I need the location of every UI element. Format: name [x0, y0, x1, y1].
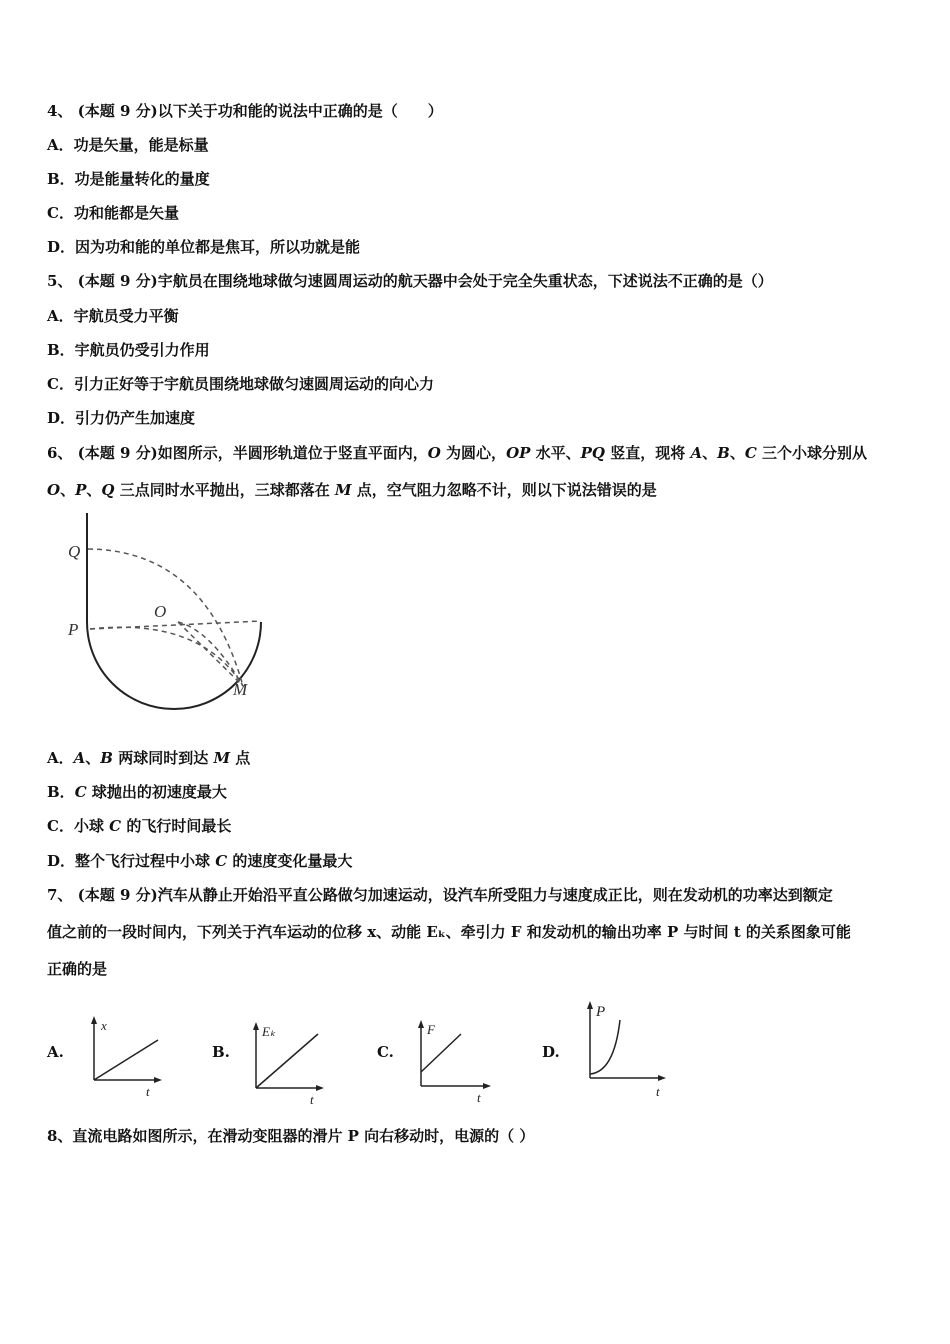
graph-a-xlabel: t: [146, 1084, 150, 1099]
q7-graph-c: [405, 1016, 495, 1106]
trajectory-from-p: [90, 627, 243, 686]
label-o: O: [154, 602, 167, 621]
q7-graph-a: [78, 1012, 168, 1102]
q5-option-d: D．引力仍产生加速度: [47, 409, 196, 427]
graph-a-curve: [94, 1040, 158, 1080]
q7-graph-a-label: A.: [47, 1043, 64, 1061]
graph-d-xlabel: t: [656, 1084, 660, 1099]
q6-option-c: C．小球 C 的飞行时间最长: [47, 817, 232, 835]
label-q: Q: [68, 542, 81, 561]
graph-b-xlabel: t: [310, 1092, 314, 1107]
q5-option-c: C．引力正好等于宇航员围绕地球做匀速圆周运动的向心力: [47, 375, 434, 393]
q7-stem-line1: 7、 (本题 9 分)汽车从静止开始沿平直公路做匀加速运动，设汽车所受阻力与速度成正比，则在发动机的功率达到额定: [47, 886, 833, 904]
graph-b-ylabel: Eₖ: [262, 1024, 276, 1039]
q5-stem: 5、 (本题 9 分)宇航员在围绕地球做匀速圆周运动的航天器中会处于完全失重状态，下述说法不正确的是（）: [47, 272, 773, 290]
graph-d-ylabel: P: [596, 1004, 606, 1020]
q4-stem: 4、 (本题 9 分)以下关于功和能的说法中正确的是（ ）: [47, 102, 443, 120]
q7-stem-line3: 正确的是: [47, 960, 108, 978]
q7-graph-d: [574, 996, 674, 1104]
graph-d-curve: [590, 1020, 620, 1074]
q6-option-d: D．整个飞行过程中小球 C 的速度变化量最大: [47, 852, 353, 870]
q6-option-b: B．C 球抛出的初速度最大: [47, 783, 227, 801]
q4-option-c: C．功和能都是矢量: [47, 204, 179, 222]
q6-stem-line1: 6、 (本题 9 分)如图所示，半圆形轨道位于竖直平面内，O 为圆心，OP 水平、PQ 竖直，现将 A、B、C 三个小球分别从: [47, 444, 868, 462]
q6-option-a: A．A、B 两球同时到达 M 点: [47, 749, 251, 767]
q4-option-d: D．因为功和能的单位都是焦耳，所以功就是能: [47, 238, 361, 256]
q6-stem-line2: O、P、Q 三点同时水平抛出，三球都落在 M 点，空气阻力忽略不计，则以下说法错误的是: [47, 481, 657, 499]
graph-a-ylabel: x: [101, 1018, 107, 1033]
label-p: P: [68, 620, 79, 639]
dashed-op-line: [90, 621, 261, 629]
graph-c-ylabel: F: [427, 1022, 435, 1037]
q5-option-a: A．宇航员受力平衡: [47, 307, 179, 325]
radius-om: [178, 622, 243, 686]
q7-stem-line2: 值之前的一段时间内，下列关于汽车运动的位移 x、动能 Eₖ、牵引力 F 和发动机的输出功率 P 与时间 t 的关系图象可能: [47, 923, 851, 941]
q7-graph-c-label: C.: [377, 1043, 394, 1061]
q8-stem: 8、直流电路如图所示，在滑动变阻器的滑片 P 向右移动时，电源的（ ）: [47, 1127, 535, 1145]
q7-graph-b-label: B.: [212, 1043, 230, 1061]
q7-graph-d-label: D.: [542, 1043, 560, 1061]
q6-semicircle-figure: [60, 505, 280, 715]
q4-option-a: A．功是矢量，能是标量: [47, 136, 209, 154]
graph-c-xlabel: t: [477, 1090, 481, 1105]
q5-option-b: B．宇航员仍受引力作用: [47, 341, 210, 359]
q4-option-b: B．功是能量转化的量度: [47, 170, 210, 188]
graph-b-curve: [256, 1034, 318, 1088]
label-m: M: [233, 680, 248, 699]
graph-c-curve: [421, 1034, 461, 1072]
q7-graph-b: [240, 1018, 330, 1108]
